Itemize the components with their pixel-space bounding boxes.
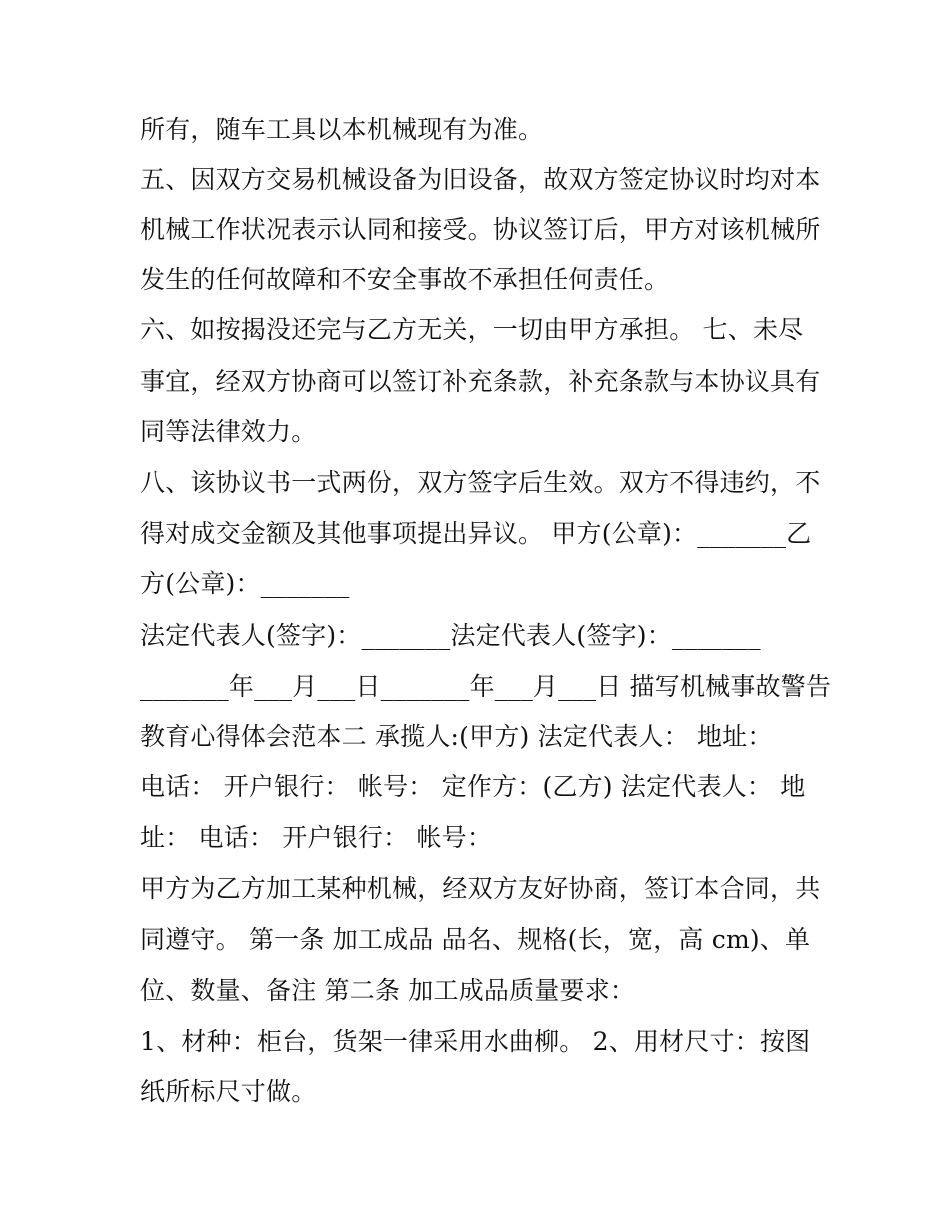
text-line: 位、数量、备注 第二条 加工成品质量要求： bbox=[140, 976, 636, 1005]
text-line: 八、该协议书一式两份，双方签字后生效。双方不得违约，不 bbox=[140, 468, 821, 497]
text-line: 方(公章)：_______ bbox=[140, 569, 350, 598]
text-line: 同遵守。 第一条 加工成品 品名、规格(长，宽，高 cm)、单 bbox=[140, 925, 811, 954]
text-line: 1、材种：柜台，货架一律采用水曲柳。 2、用材尺寸：按图 bbox=[140, 1027, 811, 1056]
text-line: 址： 电话： 开户银行： 帐号： bbox=[140, 823, 493, 852]
text-line: _______年___月___日_______年___月___日 描写机械事故警告 bbox=[140, 672, 832, 701]
text-line: 六、如按揭没还完与乙方无关，一切由甲方承担。 七、未尽 bbox=[140, 315, 804, 344]
text-line: 机械工作状况表示认同和接受。协议签订后，甲方对该机械所 bbox=[140, 215, 821, 244]
text-line: 五、因双方交易机械设备为旧设备，故双方签定协议时均对本 bbox=[140, 165, 821, 194]
text-line: 同等法律效力。 bbox=[140, 417, 317, 446]
text-line: 电话： 开户银行： 帐号： 定作方：(乙方) 法定代表人： 地 bbox=[140, 772, 806, 801]
text-line: 得对成交金额及其他事项提出异议。 甲方(公章)：_______乙 bbox=[140, 519, 812, 548]
text-line: 甲方为乙方加工某种机械，经双方友好协商，签订本合同，共 bbox=[140, 874, 821, 903]
text-line: 发生的任何故障和不安全事故不承担任何责任。 bbox=[140, 265, 670, 294]
text-line: 事宜，经双方协商可以签订补充条款，补充条款与本协议具有 bbox=[140, 367, 821, 396]
text-line: 纸所标尺寸做。 bbox=[140, 1077, 317, 1106]
text-line: 所有，随车工具以本机械现有为准。 bbox=[140, 115, 544, 144]
text-line: 教育心得体会范本二 承揽人:(甲方) 法定代表人： 地址： bbox=[140, 722, 773, 751]
text-line: 法定代表人(签字)：_______法定代表人(签字)：_______ bbox=[140, 621, 761, 650]
